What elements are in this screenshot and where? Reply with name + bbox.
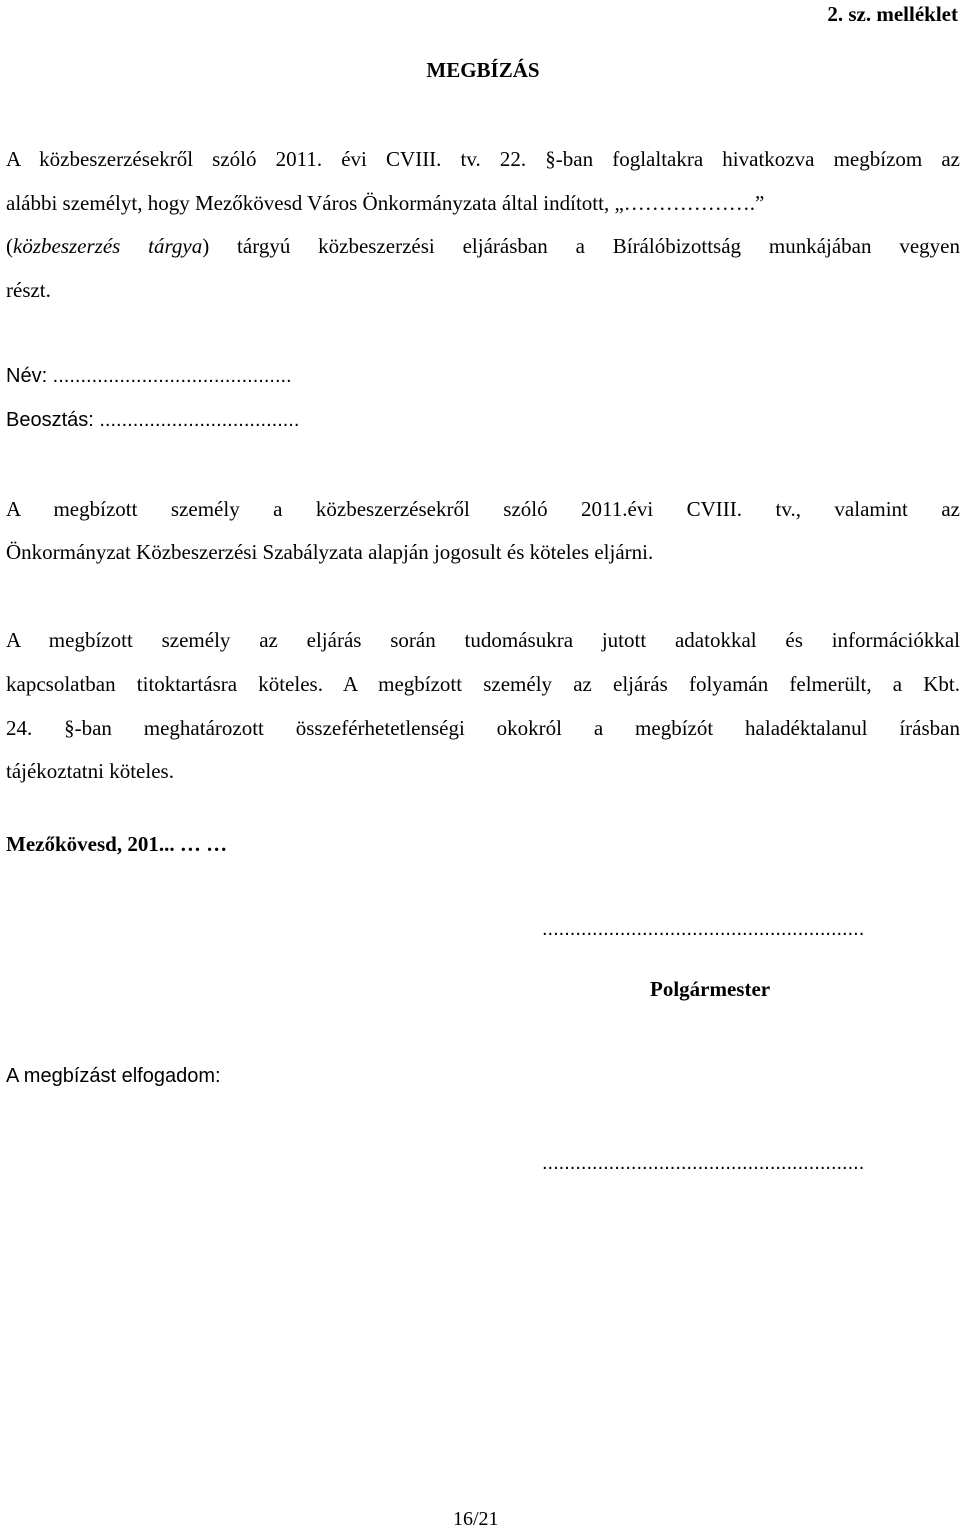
acceptance-label: A megbízást elfogadom: — [6, 1065, 221, 1087]
confidentiality-line-4: tájékoztatni köteles. — [6, 759, 174, 783]
name-field: Név: ........................................... — [6, 365, 292, 387]
mayor-signature-line: .......................................................... — [542, 918, 865, 940]
position-field: Beosztás: .................................... — [6, 409, 300, 431]
authority-line-2: Önkormányzat Közbeszerzési Szabályzata alapján jogosult és köteles eljárni. — [6, 540, 654, 564]
intro-line-3 — [6, 234, 960, 259]
document-title: MEGBÍZÁS — [426, 58, 540, 82]
confidentiality-line-1: A megbízott személy az eljárás során tudomásukra jutott adatokkal és információkkal — [6, 628, 960, 652]
intro-line-3-open: ( — [6, 234, 13, 258]
mayor-title: Polgármester — [650, 977, 771, 1001]
intro-line-4: részt. — [6, 278, 51, 302]
intro-line-2: alábbi személyt, hogy Mezőkövesd Város Önkormányzata által indított, „……………….” — [6, 191, 765, 215]
place-date: Mezőkövesd, 201... … … — [6, 832, 228, 856]
intro-line-1: A közbeszerzésekről szóló 2011. évi CVIII. tv. 22. §-ban foglaltakra hivatkozva megbízom az — [6, 147, 960, 171]
procurement-subject: közbeszerzés tárgya — [13, 234, 203, 258]
page-number: 16/21 — [453, 1508, 499, 1530]
authority-line-1: A megbízott személy a közbeszerzésekről szóló 2011.évi CVIII. tv., valamint az — [6, 497, 960, 521]
annex-label: 2. sz. melléklet — [827, 2, 958, 26]
confidentiality-line-3: 24. §-ban meghatározott összeférhetetlenségi okokról a megbízót haladéktalanul írásban — [6, 716, 960, 740]
intro-line-3-rest: ) tárgyú közbeszerzési eljárásban a Bírálóbizottság munkájában vegyen — [202, 234, 960, 258]
confidentiality-line-2: kapcsolatban titoktartásra köteles. A megbízott személy az eljárás folyamán felmerült, a Kbt. — [6, 672, 960, 696]
acceptance-signature-line: .......................................................... — [542, 1152, 865, 1174]
